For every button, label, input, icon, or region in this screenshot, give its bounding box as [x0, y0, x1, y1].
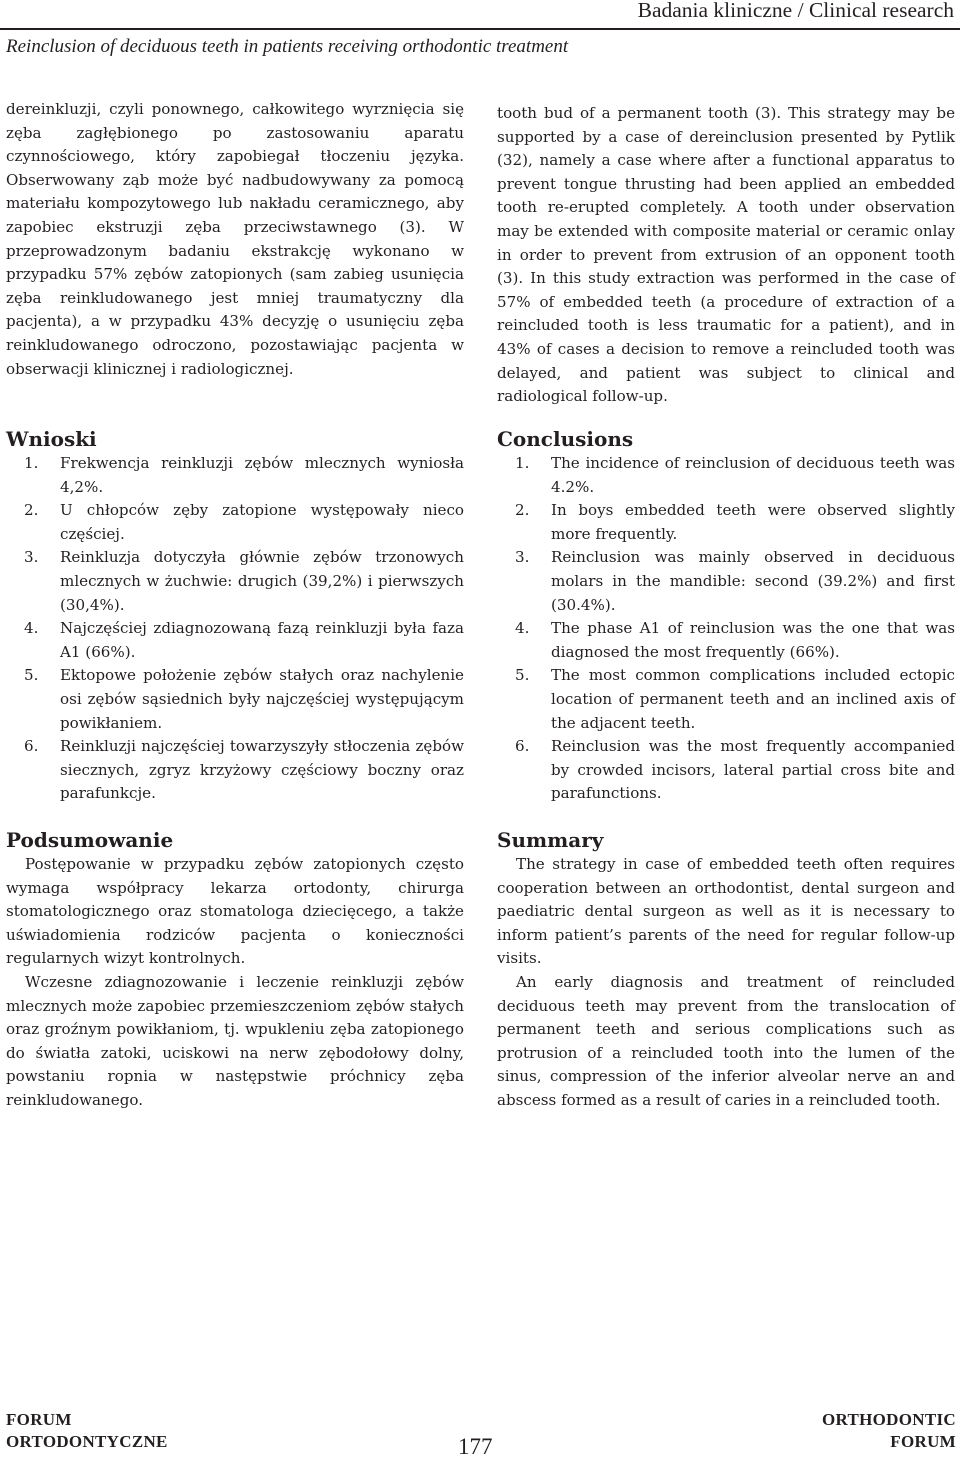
summary-paragraph: The strategy in case of embedded teeth often requires cooperation between an orthodontist, dental surgeon and paediatric dental surgeon as well as it is necessary to inform patient’s parents of the need for regular follow-up visits. — [497, 855, 955, 968]
list-item-text: Reinclusion was mainly observed in deciduous molars in the mandible: second (39.2%) and first (30.4%). — [551, 548, 955, 614]
podsumowanie-heading: Podsumowanie — [6, 828, 174, 852]
list-item-number: 3. — [24, 548, 39, 567]
list-item-number: 5. — [24, 666, 39, 685]
summary-paragraph: An early diagnosis and treatment of reincluded deciduous teeth may prevent from the translocation of permanent teeth and serious complications such as protrusion of a reincluded tooth into the lumen of the sinus, compression of the inferior alveolar nerve an and abscess formed as a result of caries in a reincluded tooth. — [497, 972, 955, 1109]
list-item-number: 4. — [515, 619, 530, 638]
summary-heading: Summary — [497, 828, 604, 852]
podsumowanie-section — [6, 827, 464, 1113]
polish-continuation-column — [6, 98, 464, 381]
english-continuation-paragraph: tooth bud of a permanent tooth (3). This strategy may be supported by a case of dereinclusion presented by Pytlik (32), namely a case where after a functional apparatus to prevent tongue thrusting had been applied an embedded tooth re-erupted completely. A tooth under observation may be extended with composite material or ceramic onlay in order to prevent from extrusion of an opponent tooth (3). In this study extraction was performed in the case of 57% of embedded teeth (a procedure of extraction of a reincluded tooth is less traumatic for a patient), and in 43% of cases a decision to remove a reincluded tooth was delayed, and patient was subject to clinical and radiological follow-up. — [497, 104, 955, 406]
list-item-text: In boys embedded teeth were observed slightly more frequently. — [551, 501, 955, 543]
list-item-text: Reinkluzja dotyczyła głównie zębów trzonowych mlecznych w żuchwie: drugich (39,2%) i pierwszych (30,4%). — [60, 548, 464, 614]
footer-left-line: FORUM — [6, 1410, 72, 1429]
footer-journal-english — [822, 1409, 956, 1453]
summary-section — [497, 827, 955, 1113]
list-item — [6, 664, 464, 735]
list-item — [497, 617, 955, 664]
footer-journal-polish — [6, 1409, 168, 1453]
list-item-number: 4. — [24, 619, 39, 638]
list-item-number: 5. — [515, 666, 530, 685]
list-item — [6, 735, 464, 806]
list-item-text: Frekwencja reinkluzji zębów mlecznych wyniosła 4,2%. — [60, 454, 464, 496]
english-continuation-column — [497, 102, 955, 409]
list-item-text: The most common complications included ectopic location of permanent teeth and an inclined axis of the adjacent teeth. — [551, 666, 955, 732]
page-number: 177 — [458, 1434, 493, 1459]
list-item — [497, 499, 955, 546]
footer-left-line: ORTODONTYCZNE — [6, 1432, 168, 1451]
journal-section-header: Badania kliniczne / Clinical research — [637, 0, 954, 22]
podsumowanie-paragraph: Postępowanie w przypadku zębów zatopionych często wymaga współpracy lekarza ortodonty, chirurga stomatologicznego oraz stomatologa dziecięcego, a także uświadomienia rodziców pacjenta o konieczności regularnych wizyt kontrolnych. — [6, 855, 464, 968]
list-item — [6, 617, 464, 664]
footer-right-line: ORTHODONTIC — [822, 1410, 956, 1429]
list-item-number: 1. — [24, 454, 39, 472]
list-item-number: 3. — [515, 548, 530, 567]
list-item — [497, 735, 955, 806]
list-item-number: 1. — [515, 454, 530, 472]
list-item-text: Reinkluzji najczęściej towarzyszyły stłoczenia zębów siecznych, zgryz krzyżowy częściowy boczny oraz parafunkcje. — [60, 737, 464, 803]
footer-right-line: FORUM — [890, 1432, 956, 1451]
list-item-text: Reinclusion was the most frequently accompanied by crowded incisors, lateral partial cross bite and parafunctions. — [551, 737, 955, 803]
conclusions-section — [497, 426, 955, 806]
list-item-text: The phase A1 of reinclusion was the one that was diagnosed the most frequently (66%). — [551, 619, 955, 661]
header-rule — [0, 28, 960, 30]
wnioski-section — [6, 426, 464, 806]
list-item-text: Najczęściej zdiagnozowaną fazą reinkluzji była faza A1 (66%). — [60, 619, 464, 661]
list-item-number: 6. — [24, 737, 39, 756]
list-item — [497, 664, 955, 735]
podsumowanie-paragraph: Wczesne zdiagnozowanie i leczenie reinkluzji zębów mlecznych może zapobiec przemieszczeniom zębów stałych oraz groźnym powikłaniom, tj. wpukleniu zęba zatopionego do światła zatoki, uciskowi na nerw zębodołowy dolny, powstaniu ropnia w następstwie próchnicy zęba reinkludowanego. — [6, 972, 464, 1109]
polish-continuation-paragraph: dereinkluzji, czyli ponownego, całkowitego wyrznięcia się zęba zagłębionego po zastosowaniu aparatu czynnościowego, który zapobiegał tłoczeniu języka. Obserwowany ząb może być nadbudowywany za pomocą materiału kompozytowego lub nakładu ceramicznego, aby zapobiec ekstruzji zęba przeciwstawnego (3). W przeprowadzonym badaniu ekstrakcję wykonano w przypadku 57% zębów zatopionych (sam zabieg usunięcia zęba reinkludowanego jest mniej traumatyczny dla pacjenta), a w przypadku 43% decyzję o usunięciu zęba reinkludowanego odroczono, pozostawiając pacjenta w obserwacji klinicznej i radiologicznej. — [6, 100, 464, 378]
list-item — [6, 546, 464, 617]
running-title: Reinclusion of deciduous teeth in patients receiving orthodontic treatment — [6, 36, 569, 57]
list-item-text: The incidence of reinclusion of deciduous teeth was 4.2%. — [551, 454, 955, 496]
wnioski-heading: Wnioski — [6, 427, 97, 451]
list-item — [6, 499, 464, 546]
wnioski-list — [6, 452, 464, 806]
list-item-number: 6. — [515, 737, 530, 756]
conclusions-list — [497, 452, 955, 806]
list-item-text: U chłopców zęby zatopione występowały nieco częściej. — [60, 501, 464, 543]
conclusions-heading: Conclusions — [497, 427, 634, 451]
list-item — [497, 452, 955, 499]
list-item — [497, 546, 955, 617]
list-item-number: 2. — [515, 501, 530, 520]
list-item-text: Ektopowe położenie zębów stałych oraz nachylenie osi zębów sąsiednich były najczęściej występującym powikłaniem. — [60, 666, 464, 732]
list-item-number: 2. — [24, 501, 39, 520]
list-item — [6, 452, 464, 499]
